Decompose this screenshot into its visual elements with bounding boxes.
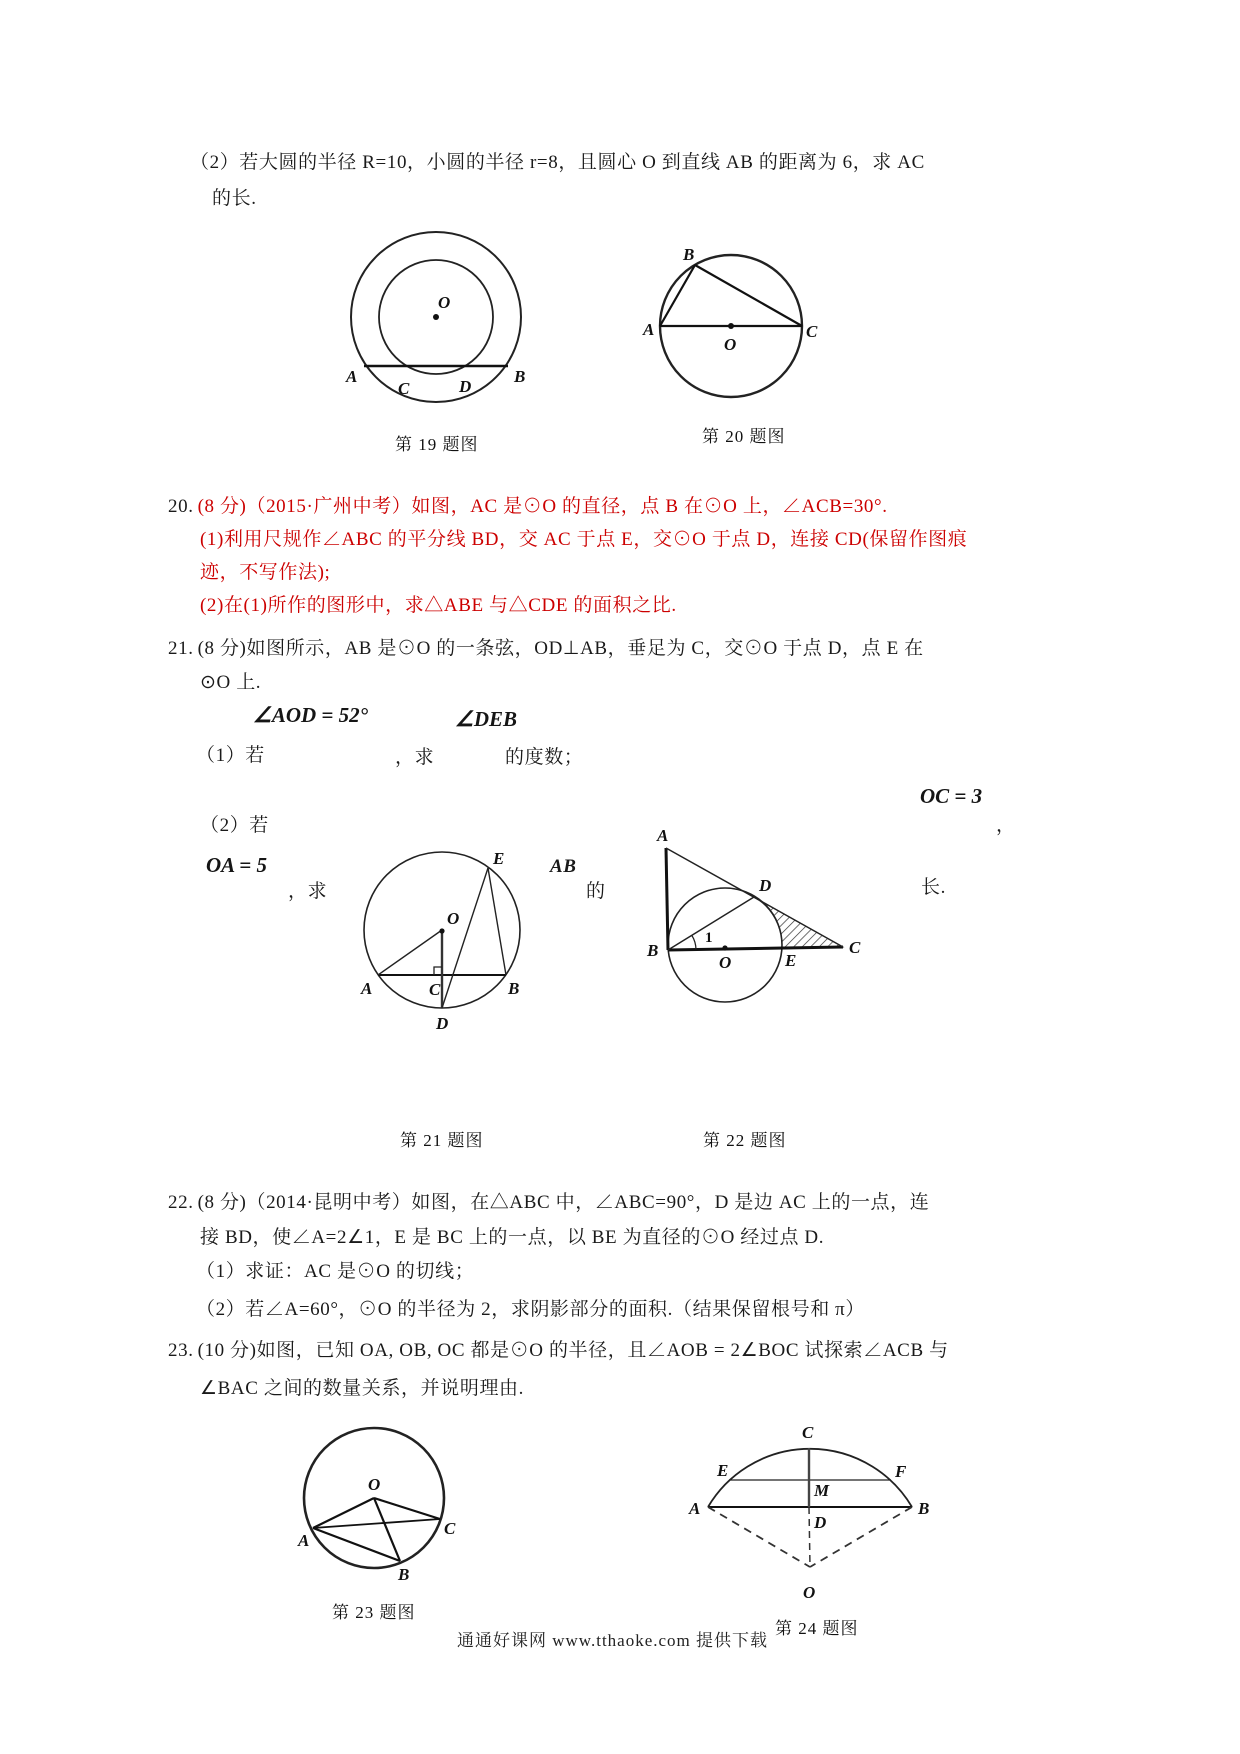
q23-line1 bbox=[168, 1338, 949, 1364]
q22-line2: 接 BD，使∠A=2∠1，E 是 BC 上的一点，以 BE 为直径的⊙O 经过点 D. bbox=[200, 1227, 825, 1248]
fig19-center-dot bbox=[433, 314, 439, 320]
figure-20-inscribed-triangle bbox=[625, 238, 830, 408]
fig24-label-o: O bbox=[803, 1583, 816, 1602]
fig21-radius-ao bbox=[378, 930, 442, 975]
fig21-caption: 第 21 题图 bbox=[400, 1131, 484, 1150]
q21-part1-suffix: 的度数； bbox=[505, 747, 584, 768]
q21-part2-prefix: （2）若 bbox=[200, 815, 269, 836]
q21-equation-oa: OA = 5 bbox=[206, 853, 267, 877]
figure-21-chord-perpendicular bbox=[355, 842, 535, 1037]
fig24-label-f: F bbox=[895, 1462, 907, 1481]
q22-line1-text: (8 分)（2014·昆明中考）如图，在△ABC 中，∠ABC=90°，D 是边 AC 上的一点，连 bbox=[197, 1192, 930, 1213]
q21-part1-prefix: （1）若 bbox=[196, 745, 265, 766]
fig20-center-dot bbox=[728, 323, 734, 329]
q22-line1 bbox=[168, 1190, 929, 1216]
fig20-label-o: O bbox=[724, 335, 737, 354]
fig21-center-dot bbox=[439, 928, 444, 933]
fig19-label-a: A bbox=[346, 367, 358, 386]
fig20-label-c: C bbox=[806, 322, 818, 341]
fig22-label-o: O bbox=[719, 953, 732, 972]
q21-part1-mid: ，求 bbox=[395, 747, 435, 768]
q21-part2-ab: AB bbox=[550, 856, 577, 877]
fig22-side-ab bbox=[666, 848, 668, 950]
fig24-label-c: C bbox=[802, 1423, 814, 1442]
fig23-label-a: A bbox=[298, 1531, 310, 1550]
q22-line3: （1）求证：AC 是⊙O 的切线； bbox=[196, 1261, 475, 1282]
fig22-circle bbox=[668, 888, 782, 1002]
q23-line2: ∠BAC 之间的数量关系，并说明理由. bbox=[200, 1378, 525, 1399]
q22-number: 22. bbox=[168, 1192, 194, 1213]
fig21-chord-eb bbox=[488, 868, 506, 975]
fig23-chord-ac bbox=[313, 1519, 440, 1528]
fig23-label-c: C bbox=[444, 1519, 456, 1538]
fig20-label-b: B bbox=[683, 245, 695, 264]
fig19-caption: 第 19 题图 bbox=[395, 435, 479, 454]
q20-line2: (1)利用尺规作∠ABC 的平分线 BD，交 AC 于点 E，交⊙O 于点 D，连接 CD(保留作图痕 bbox=[200, 529, 968, 550]
fig24-caption: 第 24 题图 bbox=[775, 1619, 859, 1638]
fig21-label-b: B bbox=[508, 979, 520, 998]
q21-equation-deb: ∠DEB bbox=[455, 707, 518, 731]
fig21-chord-ed bbox=[442, 868, 488, 1008]
q21-line2: ⊙O 上. bbox=[200, 672, 262, 693]
footer-watermark: 通通好课网 www.tthaoke.com 提供下载 bbox=[457, 1631, 769, 1650]
fig20-label-a: A bbox=[643, 320, 655, 339]
fig23-label-o: O bbox=[368, 1475, 381, 1494]
fig20-caption: 第 20 题图 bbox=[702, 427, 786, 446]
fig24-label-a: A bbox=[689, 1499, 701, 1518]
fig23-chord-ab bbox=[313, 1528, 400, 1561]
fig22-side-bc bbox=[668, 947, 843, 950]
fig22-angle1-arc bbox=[692, 935, 696, 949]
fig23-radius-oc bbox=[374, 1498, 440, 1519]
figure-23-radii-circle bbox=[298, 1420, 463, 1595]
fig19-label-c: C bbox=[398, 379, 410, 398]
fig22-caption: 第 22 题图 bbox=[703, 1131, 787, 1150]
q22-line4: （2）若∠A=60°，⊙O 的半径为 2，求阴影部分的面积.（结果保留根号和 π） bbox=[196, 1299, 865, 1320]
fig22-label-angle1: 1 bbox=[705, 930, 713, 946]
fig22-label-c: C bbox=[849, 938, 861, 957]
q20-number: 20. bbox=[168, 496, 194, 517]
fig20-chord-bc bbox=[695, 265, 802, 326]
figure-24-sector-diagram bbox=[675, 1420, 945, 1605]
fig21-label-c: C bbox=[429, 980, 441, 999]
fig21-label-d: D bbox=[436, 1014, 449, 1033]
q20-line1-text: (8 分)（2015·广州中考）如图，AC 是⊙O 的直径，点 B 在⊙O 上，∠ACB=30°. bbox=[197, 496, 888, 517]
fig22-center-dot bbox=[722, 945, 727, 950]
fig24-dashed-ao bbox=[708, 1507, 810, 1567]
q21-line1 bbox=[168, 636, 924, 662]
q21-part2-mid: ，求 bbox=[288, 881, 328, 902]
q20-line1 bbox=[168, 494, 888, 520]
fig22-label-d: D bbox=[759, 876, 772, 895]
fig20-chord-ab bbox=[660, 265, 695, 326]
q21-number: 21. bbox=[168, 638, 194, 659]
fig19-label-b: B bbox=[514, 367, 526, 386]
fig24-dashed-do bbox=[809, 1507, 810, 1567]
fig21-label-o: O bbox=[447, 909, 460, 928]
fig21-label-a: A bbox=[361, 979, 373, 998]
fig19-label-o: O bbox=[438, 293, 451, 312]
q21-part2-end: 长. bbox=[921, 877, 946, 898]
q21-equation-oc: OC = 3 bbox=[920, 784, 983, 808]
q21-line1-text: (8 分)如图所示，AB 是⊙O 的一条弦，OD⊥AB，垂足为 C，交⊙O 于点 D，点 E 在 bbox=[197, 638, 924, 659]
q19-part2-line1: （2）若大圆的半径 R=10，小圆的半径 r=8，且圆心 O 到直线 AB 的距离为 6，求 AC bbox=[190, 152, 925, 173]
q21-part2-de: 的 bbox=[586, 881, 606, 902]
fig22-label-a: A bbox=[657, 826, 669, 845]
q19-part2-line2: 的长. bbox=[212, 188, 257, 209]
fig21-label-e: E bbox=[493, 849, 505, 868]
fig21-right-angle-mark bbox=[434, 967, 442, 975]
q23-number: 23. bbox=[168, 1340, 194, 1361]
fig23-label-b: B bbox=[398, 1565, 410, 1584]
q21-part2-comma: ， bbox=[996, 815, 1016, 836]
fig19-label-d: D bbox=[459, 377, 472, 396]
q20-line3: 迹，不写作法); bbox=[200, 562, 331, 583]
fig23-caption: 第 23 题图 bbox=[332, 1603, 416, 1622]
fig22-label-e: E bbox=[785, 951, 797, 970]
fig24-label-d: D bbox=[814, 1513, 827, 1532]
figure-22-tangent-circle-triangle bbox=[635, 825, 870, 1015]
q20-line4: (2)在(1)所作的图形中，求△ABE 与△CDE 的面积之比. bbox=[200, 595, 677, 616]
fig24-label-b: B bbox=[918, 1499, 930, 1518]
q21-equation-aod: ∠AOD = 52° bbox=[253, 703, 369, 727]
figure-19-concentric-circles bbox=[340, 222, 540, 427]
fig22-label-b: B bbox=[647, 941, 659, 960]
fig24-label-m: M bbox=[814, 1481, 830, 1500]
q23-line1-text: (10 分)如图，已知 OA, OB, OC 都是⊙O 的半径，且∠AOB = 2∠BOC 试探索∠ACB 与 bbox=[197, 1340, 949, 1361]
fig24-label-e: E bbox=[717, 1461, 729, 1480]
